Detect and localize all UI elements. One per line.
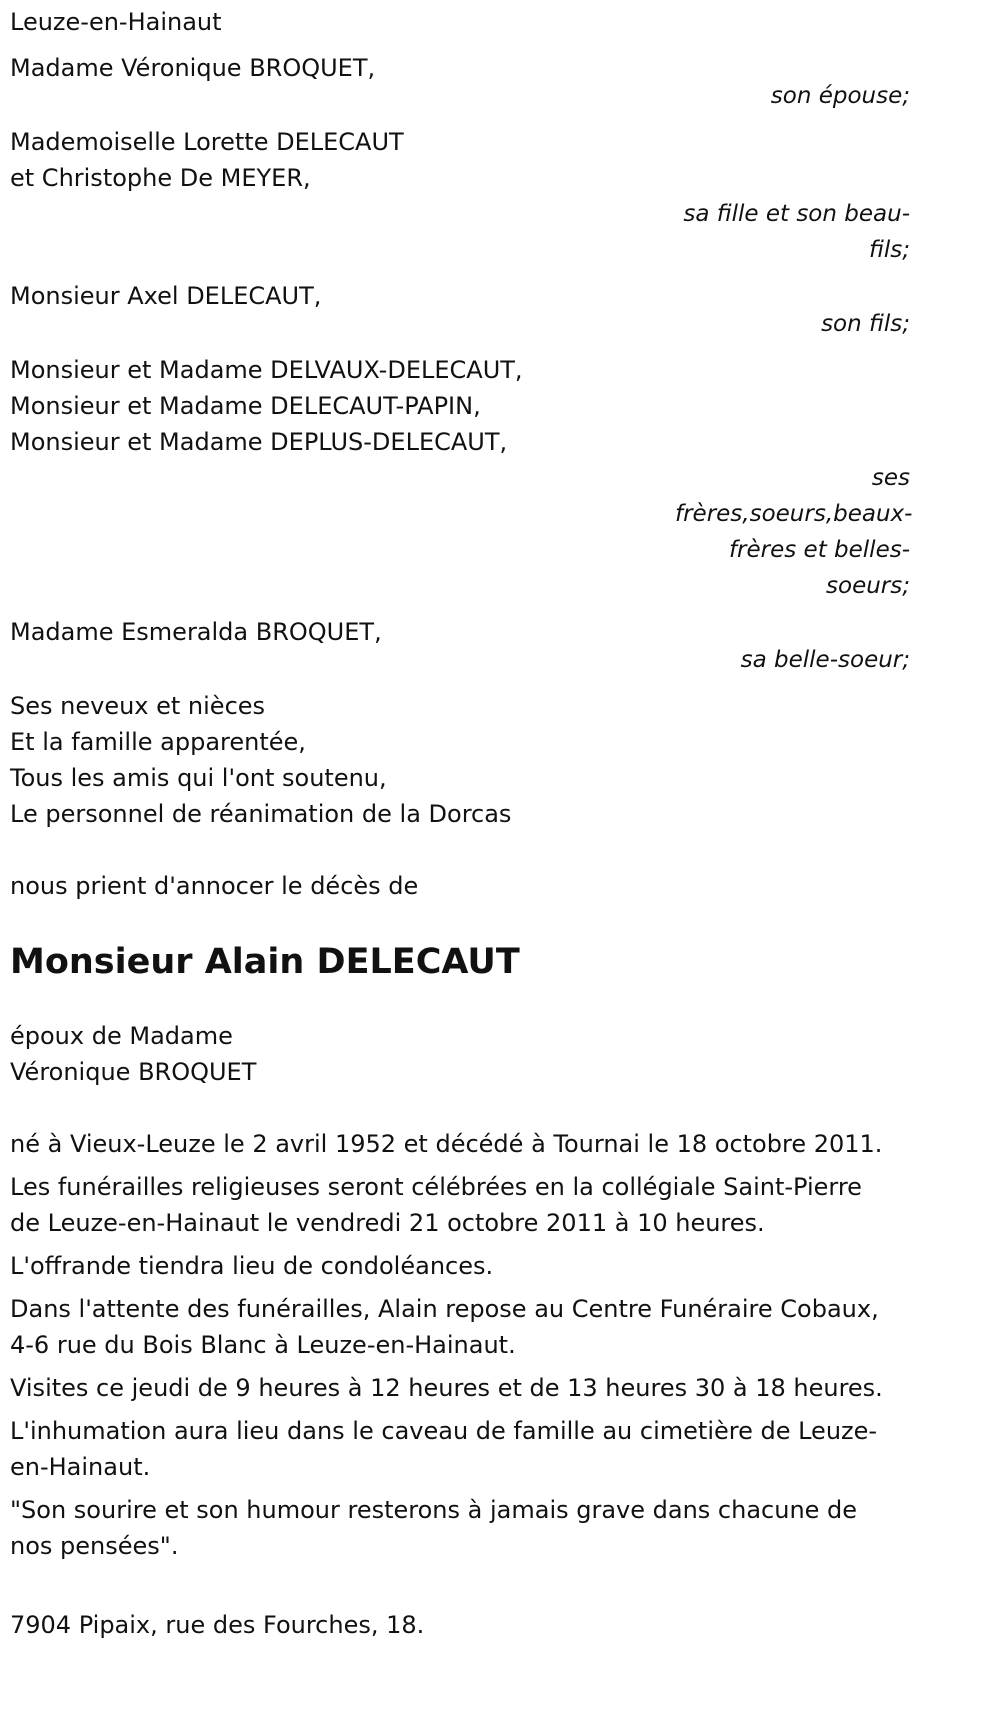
family-name-line: Mademoiselle Lorette DELECAUT	[10, 128, 404, 156]
family-group-son	[10, 278, 910, 342]
family-name-line: Monsieur Axel DELECAUT,	[10, 282, 322, 310]
details-section	[10, 1126, 910, 1564]
family-name-line: Monsieur et Madame DEPLUS-DELECAUT,	[10, 428, 508, 456]
family-name-line: Monsieur et Madame DELECAUT-PAPIN,	[10, 392, 481, 420]
others-line: Le personnel de réanimation de la Dorcas	[10, 800, 512, 828]
family-relation: son épouse;	[770, 83, 910, 109]
family-group-sister-in-law	[10, 614, 910, 678]
detail-paragraph: Les funérailles religieuses seront célébrées en la collégiale Saint-Pierre de Leuze-en-Hainaut le vendredi 21 octobre 2011 à 10 heures.	[10, 1173, 862, 1237]
detail-paragraph: L'inhumation aura lieu dans le caveau de famille au cimetière de Leuze-en-Hainaut.	[10, 1417, 878, 1481]
family-relation: sa belle-soeur;	[740, 647, 910, 673]
others-line: Et la famille apparentée,	[10, 728, 306, 756]
deceased-name: Monsieur Alain DELECAUT	[10, 942, 520, 982]
detail-paragraph: "Son sourire et son humour resterons à jamais grave dans chacune de nos pensées".	[10, 1496, 858, 1560]
address-line: 7904 Pipaix, rue des Fourches, 18.	[10, 1611, 425, 1639]
location-heading: Leuze-en-Hainaut	[10, 8, 222, 36]
family-name-line: et Christophe De MEYER,	[10, 164, 311, 192]
detail-paragraph: Dans l'attente des funérailles, Alain repose au Centre Funéraire Cobaux, 4-6 rue du Bois Blanc à Leuze-en-Hainaut.	[10, 1295, 879, 1359]
family-group-daughter	[10, 124, 910, 268]
detail-paragraph: L'offrande tiendra lieu de condoléances.	[10, 1252, 494, 1280]
family-relation: sa fille et son beau-fils;	[683, 201, 910, 263]
family-group-siblings	[10, 352, 913, 604]
spouse-info	[10, 1018, 910, 1090]
detail-paragraph: né à Vieux-Leuze le 2 avril 1952 et décédé à Tournai le 18 octobre 2011.	[10, 1130, 883, 1158]
family-relation: ses frères,soeurs,beaux-frères et belles-soeurs;	[675, 465, 913, 599]
family-name-line: Madame Véronique BROQUET,	[10, 54, 376, 82]
spouse-line: époux de Madame	[10, 1022, 233, 1050]
family-name-line: Monsieur et Madame DELVAUX-DELECAUT,	[10, 356, 523, 384]
family-group-spouse	[10, 50, 910, 114]
detail-paragraph: Visites ce jeudi de 9 heures à 12 heures et de 13 heures 30 à 18 heures.	[10, 1374, 883, 1402]
family-relation: son fils;	[821, 311, 910, 337]
spouse-line: Véronique BROQUET	[10, 1058, 257, 1086]
others-line: Tous les amis qui l'ont soutenu,	[10, 764, 387, 792]
others-list	[10, 688, 910, 832]
others-line: Ses neveux et nièces	[10, 692, 266, 720]
family-name-line: Madame Esmeralda BROQUET,	[10, 618, 382, 646]
announcement-text: nous prient d'annocer le décès de	[10, 872, 419, 900]
